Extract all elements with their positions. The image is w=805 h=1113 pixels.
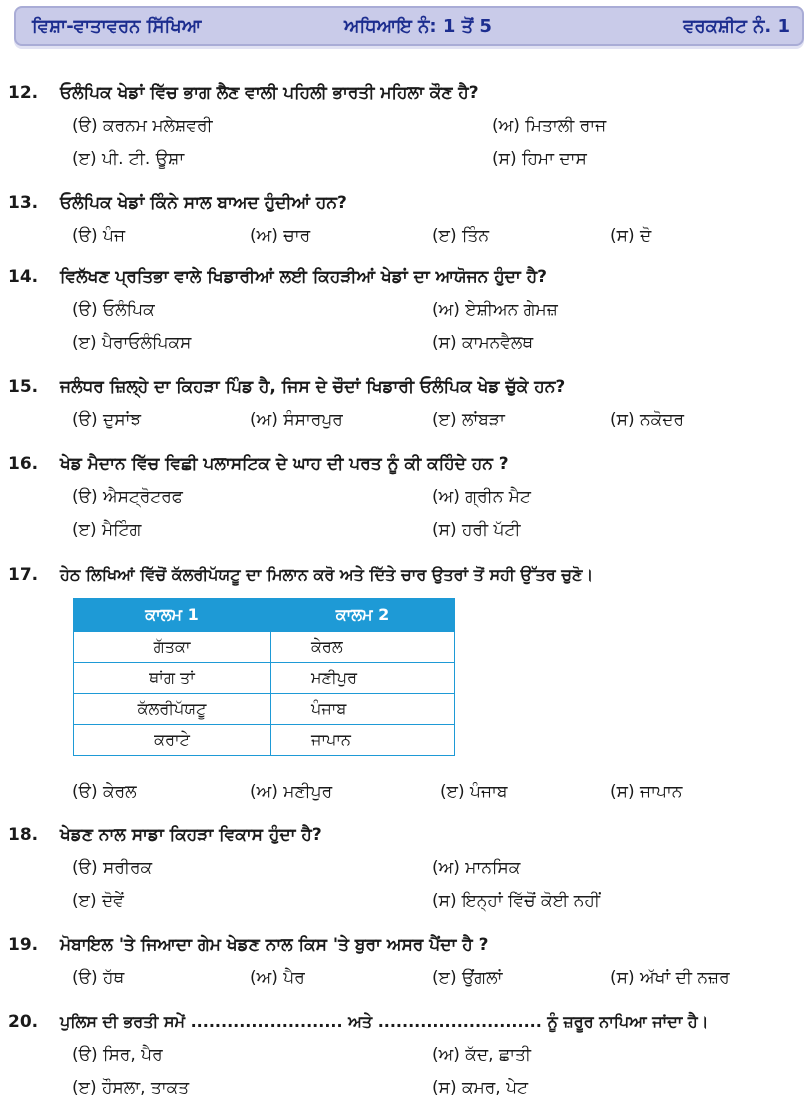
question-text: ਖੇਡ ਮੈਦਾਨ ਵਿੱਚ ਵਿਛੀ ਪਲਾਸਟਿਕ ਦੇ ਘਾਹ ਦੀ ਪਰਤ ਨੂੰ ਕੀ ਕਹਿੰਦੇ ਹਨ ? <box>60 454 509 474</box>
table-row <box>74 632 455 663</box>
column-header: ਕਾਲਮ 1 <box>74 599 271 632</box>
option-d: (ਸ) ਅੱਖਾਂ ਦੀ ਨਜ਼ਰ <box>610 968 730 988</box>
table-cell: ਕਰਾਟੇ <box>74 725 271 756</box>
option-c: (ੲ) ਉਂਗਲਾਂ <box>432 968 503 988</box>
option-d: (ਸ) ਹਿਮਾ ਦਾਸ <box>492 149 587 169</box>
option-d: (ਸ) ਹਰੀ ਪੱਟੀ <box>432 520 521 540</box>
option-c: (ੲ) ਲਾਂਬੜਾ <box>432 410 505 430</box>
worksheet-number: ਵਰਕਸ਼ੀਟ ਨੰ. 1 <box>683 16 790 37</box>
option-c: (ੲ) ਪੰਜਾਬ <box>440 782 508 802</box>
option-b: (ਅ) ਪੈਰ <box>250 968 305 988</box>
subject-title: ਵਿਸ਼ਾ-ਵਾਤਾਵਰਨ ਸਿੱਖਿਆ <box>32 16 202 37</box>
option-c: (ੲ) ਮੈਟਿੰਗ <box>72 520 142 540</box>
question-number: 15. <box>8 377 39 397</box>
question-text: ਵਿਲੱਖਣ ਪ੍ਰਤਿਭਾ ਵਾਲੇ ਖਿਡਾਰੀਆਂ ਲਈ ਕਿਹੜੀਆਂ ਖੇਡਾਂ ਦਾ ਆਯੋਜਨ ਹੁੰਦਾ ਹੈ? <box>60 267 547 287</box>
table-cell: ਗੱਤਕਾ <box>74 632 271 663</box>
table-row <box>74 663 455 694</box>
option-d: (ਸ) ਦੋ <box>610 226 652 246</box>
option-a: (ੳ) ਪੰਜ <box>72 226 126 246</box>
option-d: (ਸ) ਜਾਪਾਨ <box>610 782 683 802</box>
question-text: ਮੋਬਾਇਲ 'ਤੇ ਜਿਆਦਾ ਗੇਮ ਖੇਡਣ ਨਾਲ ਕਿਸ 'ਤੇ ਬੁਰਾ ਅਸਰ ਪੈਂਦਾ ਹੈ ? <box>60 935 489 955</box>
question-number: 16. <box>8 454 39 474</box>
question-number: 12. <box>8 83 39 103</box>
table-cell: ਕੇਰਲ <box>271 632 455 663</box>
option-b: (ਅ) ਚਾਰ <box>250 226 311 246</box>
table-cell: ਮਣੀਪੁਰ <box>271 663 455 694</box>
option-a: (ੳ) ਕਰਨਮ ਮਲੇਸ਼ਵਰੀ <box>72 116 213 136</box>
option-c: (ੲ) ਪੈਰਾਓਲੰਪਿਕਸ <box>72 333 192 353</box>
option-a: (ੳ) ਸਿਰ, ਪੈਰ <box>72 1045 163 1065</box>
question-number: 14. <box>8 267 39 287</box>
option-c: (ੲ) ਤਿੰਨ <box>432 226 489 246</box>
match-table <box>73 598 455 756</box>
chapter-range: ਅਧਿਆਇ ਨੰ: 1 ਤੋਂ 5 <box>344 16 492 37</box>
question-number: 13. <box>8 193 39 213</box>
question-text: ਜਲੰਧਰ ਜ਼ਿਲ੍ਹੇ ਦਾ ਕਿਹੜਾ ਪਿੰਡ ਹੈ, ਜਿਸ ਦੇ ਚੌਦਾਂ ਖਿਡਾਰੀ ਓਲੰਪਿਕ ਖੇਡ ਚੁੱਕੇ ਹਨ? <box>60 377 566 397</box>
table-row <box>74 694 455 725</box>
table-cell: ਕੱਲਰੀਪੱਯਟੂ <box>74 694 271 725</box>
option-b: (ਅ) ਮਣੀਪੁਰ <box>250 782 333 802</box>
table-header-row <box>74 599 455 632</box>
question-number: 20. <box>8 1012 39 1032</box>
option-c: (ੲ) ਪੀ. ਟੀ. ਊਸ਼ਾ <box>72 149 185 169</box>
question-text: ਹੇਠ ਲਿਖਿਆਂ ਵਿੱਚੋਂ ਕੱਲਰੀਪੱਯਟੂ ਦਾ ਮਿਲਾਨ ਕਰੋ ਅਤੇ ਦਿੱਤੇ ਚਾਰ ਉਤਰਾਂ ਤੋਂ ਸਹੀ ਉੱਤਰ ਚੁਣੋ। <box>60 565 594 584</box>
question-text: ਪੁਲਿਸ ਦੀ ਭਰਤੀ ਸਮੇਂ ......................... ਅਤੇ ........................... ਨੂੰ ਜ਼ਰੂਰ ਨਾਪਿਆ ਜਾਂਦਾ ਹੈ। <box>60 1012 709 1031</box>
option-a: (ੳ) ਐਸਟ੍ਰੋਟਰਫ <box>72 487 183 507</box>
table-cell: ਪੰਜਾਬ <box>271 694 455 725</box>
option-a: (ੳ) ਦੁਸਾਂਝ <box>72 410 142 430</box>
question-number: 18. <box>8 825 39 845</box>
option-b: (ਅ) ਏਸ਼ੀਅਨ ਗੇਮਜ਼ <box>432 300 558 320</box>
option-b: (ਅ) ਮਾਨਸਿਕ <box>432 858 521 878</box>
option-a: (ੳ) ਸਰੀਰਕ <box>72 858 153 878</box>
question-number: 17. <box>8 565 39 585</box>
option-c: (ੲ) ਦੋਵੇਂ <box>72 891 124 911</box>
option-d: (ਸ) ਇਨ੍ਹਾਂ ਵਿੱਚੋਂ ਕੋਈ ਨਹੀਂ <box>432 891 600 911</box>
option-c: (ੲ) ਹੌਸਲਾ, ਤਾਕਤ <box>72 1078 190 1098</box>
option-a: (ੳ) ਹੱਥ <box>72 968 125 988</box>
table-row <box>74 725 455 756</box>
question-text: ਓਲੰਪਿਕ ਖੇਡਾਂ ਕਿੰਨੇ ਸਾਲ ਬਾਅਦ ਹੁੰਦੀਆਂ ਹਨ? <box>60 193 347 213</box>
option-b: (ਅ) ਮਿਤਾਲੀ ਰਾਜ <box>492 116 607 136</box>
option-d: (ਸ) ਕਾਮਨਵੈਲਥ <box>432 333 534 353</box>
question-number: 19. <box>8 935 39 955</box>
table-cell: ਥਾਂਗ ਤਾਂ <box>74 663 271 694</box>
option-d: (ਸ) ਕਮਰ, ਪੇਟ <box>432 1078 528 1098</box>
option-a: (ੳ) ਓਲੰਪਿਕ <box>72 300 155 320</box>
column-header: ਕਾਲਮ 2 <box>271 599 455 632</box>
question-text: ਖੇਡਣ ਨਾਲ ਸਾਡਾ ਕਿਹੜਾ ਵਿਕਾਸ ਹੁੰਦਾ ਹੈ? <box>60 825 322 845</box>
option-b: (ਅ) ਕੱਦ, ਛਾਤੀ <box>432 1045 531 1065</box>
question-text: ਓਲੰਪਿਕ ਖੇਡਾਂ ਵਿੱਚ ਭਾਗ ਲੈਣ ਵਾਲੀ ਪਹਿਲੀ ਭਾਰਤੀ ਮਹਿਲਾ ਕੌਣ ਹੈ? <box>60 83 479 103</box>
option-a: (ੳ) ਕੇਰਲ <box>72 782 137 802</box>
worksheet-header <box>14 6 804 46</box>
option-b: (ਅ) ਸੰਸਾਰਪੁਰ <box>250 410 343 430</box>
table-cell: ਜਾਪਾਨ <box>271 725 455 756</box>
option-d: (ਸ) ਨਕੋਦਰ <box>610 410 685 430</box>
option-b: (ਅ) ਗ੍ਰੀਨ ਮੈਟ <box>432 487 531 507</box>
